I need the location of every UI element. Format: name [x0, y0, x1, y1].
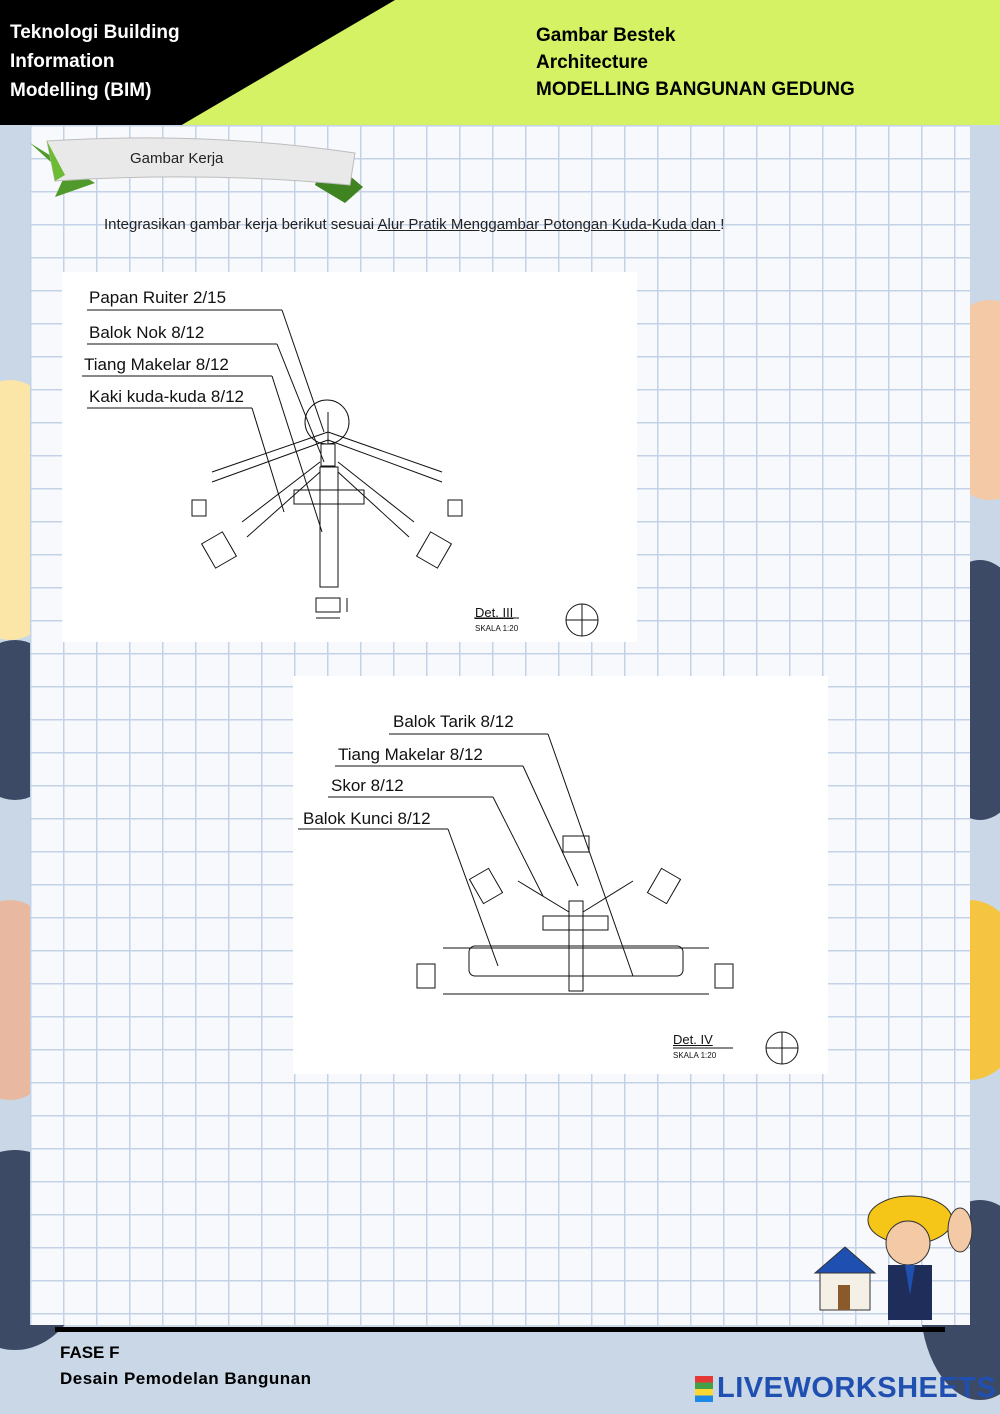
label-kaki-kuda-kuda: Kaki kuda-kuda 8/12: [89, 387, 244, 406]
liveworksheets-logo[interactable]: [695, 1372, 996, 1405]
det-iii-title: Det. III: [475, 605, 514, 620]
footer-text: [60, 1340, 312, 1392]
instruction-prefix: Integrasikan gambar kerja berikut sesuai: [104, 216, 378, 233]
header-left-line: Teknologi Building: [10, 22, 180, 43]
label-tiang-makelar: Tiang Makelar 8/12: [84, 355, 229, 374]
header-right-title: [536, 22, 855, 103]
drawing-det-iii-lines: [62, 272, 637, 642]
logo-badge-icon: [695, 1376, 713, 1402]
label-balok-kunci: Balok Kunci 8/12: [303, 809, 431, 828]
det-iii-scale: SKALA 1:20: [475, 624, 519, 633]
header-left-title: [10, 18, 180, 105]
drawing-det-iii: [62, 272, 637, 642]
footer-phase: FASE F: [60, 1343, 120, 1362]
header-left-line: Information: [10, 51, 115, 72]
instruction-link[interactable]: Alur Pratik Menggambar Potongan Kuda-Kuda dan: [377, 216, 721, 233]
det-iv-title: Det. IV: [673, 1032, 713, 1047]
drawing-det-iv: [293, 676, 828, 1074]
instruction-suffix: !: [720, 216, 725, 233]
header-left-line: Modelling (BIM): [10, 80, 152, 101]
footer-divider: [55, 1327, 945, 1332]
header-right-line: Architecture: [536, 52, 648, 73]
ribbon-banner: [25, 135, 365, 205]
det-iv-scale: SKALA 1:20: [673, 1051, 717, 1060]
label-skor: Skor 8/12: [331, 776, 404, 795]
drawing-det-iv-lines: [293, 676, 828, 1074]
ribbon-label: Gambar Kerja: [130, 150, 224, 167]
label-balok-nok: Balok Nok 8/12: [89, 323, 205, 342]
header-right-line: Gambar Bestek: [536, 25, 676, 46]
logo-text: LIVEWORKSHEETS: [717, 1372, 997, 1404]
label-tiang-makelar-2: Tiang Makelar 8/12: [338, 745, 483, 764]
instruction-text: [104, 216, 724, 233]
header-right-line: MODELLING BANGUNAN GEDUNG: [536, 79, 855, 100]
label-balok-tarik: Balok Tarik 8/12: [393, 712, 514, 731]
footer-subject: Desain Pemodelan Bangunan: [60, 1369, 312, 1388]
label-papan-ruiter: Papan Ruiter 2/15: [89, 288, 227, 307]
worker-mascot-illustration: [810, 1185, 980, 1330]
